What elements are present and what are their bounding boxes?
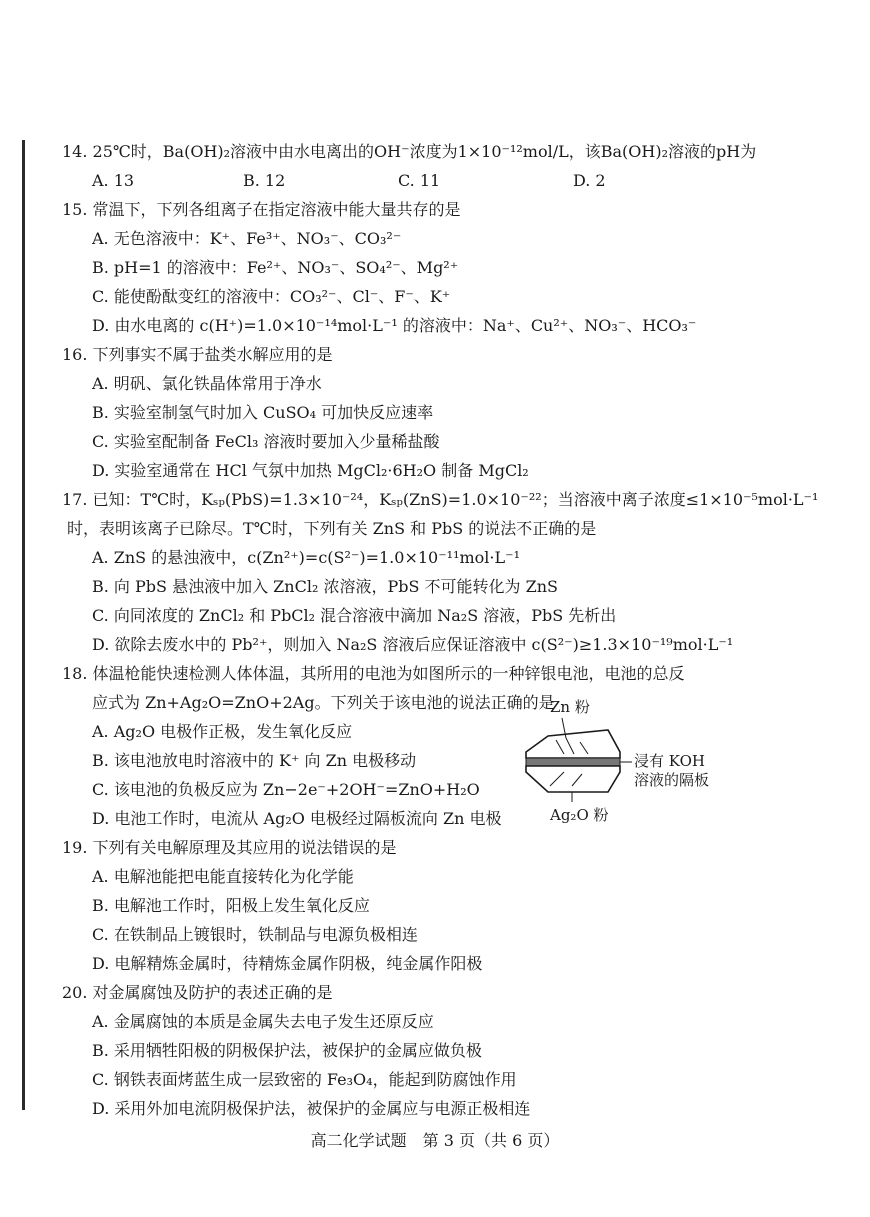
question-17-stem: 17. 已知：T℃时，Kₛₚ(PbS)=1.3×10⁻²⁴，Kₛₚ(ZnS)=1.0×10⁻²²；当溶液中离子浓度≤1×10⁻⁵mol·L⁻¹ bbox=[62, 490, 819, 509]
zn-powder-label: Zn 粉 bbox=[550, 698, 590, 716]
page-footer: 高二化学试题 第 3 页（共 6 页） bbox=[310, 1131, 560, 1150]
q14-option-b: B. 12 bbox=[243, 171, 286, 190]
q17-option-d: D. 欲除去废水中的 Pb²⁺，则加入 Na₂S 溶液后应保证溶液中 c(S²⁻)≥1.3×10⁻¹⁹mol·L⁻¹ bbox=[92, 635, 734, 654]
q17-option-b: B. 向 PbS 悬浊液中加入 ZnCl₂ 浓溶液，PbS 不可能转化为 ZnS bbox=[92, 577, 558, 596]
q18-option-d: D. 电池工作时，电流从 Ag₂O 电极经过隔板流向 Zn 电极 bbox=[92, 809, 502, 828]
battery-diagram bbox=[520, 696, 750, 828]
question-15-stem: 15. 常温下，下列各组离子在指定溶液中能大量共存的是 bbox=[62, 200, 461, 219]
question-17-stem-line2: 时，表明该离子已除尽。T℃时，下列有关 ZnS 和 PbS 的说法不正确的是 bbox=[67, 519, 597, 538]
question-18-stem: 18. 体温枪能快速检测人体体温，其所用的电池为如图所示的一种锌银电池，电池的总反 bbox=[62, 664, 685, 683]
q15-option-b: B. pH=1 的溶液中：Fe²⁺、NO₃⁻、SO₄²⁻、Mg²⁺ bbox=[92, 258, 459, 277]
separator-label-line2: 溶液的隔板 bbox=[634, 771, 710, 789]
q20-option-d: D. 采用外加电流阴极保护法，被保护的金属应与电源正极相连 bbox=[92, 1099, 531, 1118]
q20-option-c: C. 钢铁表面烤蓝生成一层致密的 Fe₃O₄，能起到防腐蚀作用 bbox=[92, 1070, 517, 1089]
q19-option-d: D. 电解精炼金属时，待精炼金属作阴极，纯金属作阳极 bbox=[92, 954, 483, 973]
question-18-stem-line2: 应式为 Zn+Ag₂O=ZnO+2Ag。下列关于该电池的说法正确的是 bbox=[92, 693, 555, 712]
question-20-stem: 20. 对金属腐蚀及防护的表述正确的是 bbox=[62, 983, 333, 1002]
q15-option-c: C. 能使酚酞变红的溶液中：CO₃²⁻、Cl⁻、F⁻、K⁺ bbox=[92, 287, 451, 306]
q19-option-b: B. 电解池工作时，阳极上发生氧化反应 bbox=[92, 896, 370, 915]
separator-label-line1: 浸有 KOH bbox=[634, 752, 705, 770]
q18-option-c: C. 该电池的负极反应为 Zn−2e⁻+2OH⁻=ZnO+H₂O bbox=[92, 780, 480, 799]
q19-option-c: C. 在铁制品上镀银时，铁制品与电源负极相连 bbox=[92, 925, 418, 944]
q14-option-d: D. 2 bbox=[573, 171, 606, 190]
q15-option-d: D. 由水电离的 c(H⁺)=1.0×10⁻¹⁴mol·L⁻¹ 的溶液中：Na⁺、Cu²⁺、NO₃⁻、HCO₃⁻ bbox=[92, 316, 697, 335]
question-19-stem: 19. 下列有关电解原理及其应用的说法错误的是 bbox=[62, 838, 397, 857]
question-14-stem: 14. 25℃时，Ba(OH)₂溶液中由水电离出的OH⁻浓度为1×10⁻¹²mol/L，该Ba(OH)₂溶液的pH为 bbox=[62, 142, 757, 161]
q16-option-d: D. 实验室通常在 HCl 气氛中加热 MgCl₂·6H₂O 制备 MgCl₂ bbox=[92, 461, 529, 480]
q17-option-a: A. ZnS 的悬浊液中，c(Zn²⁺)=c(S²⁻)=1.0×10⁻¹¹mol·L⁻¹ bbox=[92, 548, 520, 567]
q16-option-c: C. 实验室配制备 FeCl₃ 溶液时要加入少量稀盐酸 bbox=[92, 432, 440, 451]
question-16-stem: 16. 下列事实不属于盐类水解应用的是 bbox=[62, 345, 333, 364]
q16-option-a: A. 明矾、氯化铁晶体常用于净水 bbox=[92, 374, 322, 393]
margin-rule bbox=[22, 140, 25, 1110]
q20-option-b: B. 采用牺牲阳极的阴极保护法，被保护的金属应做负极 bbox=[92, 1041, 482, 1060]
q15-option-a: A. 无色溶液中：K⁺、Fe³⁺、NO₃⁻、CO₃²⁻ bbox=[92, 229, 402, 248]
q14-option-a: A. 13 bbox=[92, 171, 135, 190]
q20-option-a: A. 金属腐蚀的本质是金属失去电子发生还原反应 bbox=[92, 1012, 434, 1031]
ag2o-powder-label: Ag₂O 粉 bbox=[550, 806, 609, 824]
q19-option-a: A. 电解池能把电能直接转化为化学能 bbox=[92, 867, 354, 886]
q18-option-b: B. 该电池放电时溶液中的 K⁺ 向 Zn 电极移动 bbox=[92, 751, 417, 770]
q18-option-a: A. Ag₂O 电极作正极，发生氧化反应 bbox=[92, 722, 353, 741]
q14-option-c: C. 11 bbox=[398, 171, 441, 190]
q16-option-b: B. 实验室制氢气时加入 CuSO₄ 可加快反应速率 bbox=[92, 403, 434, 422]
q17-option-c: C. 向同浓度的 ZnCl₂ 和 PbCl₂ 混合溶液中滴加 Na₂S 溶液，PbS 先析出 bbox=[92, 606, 617, 625]
